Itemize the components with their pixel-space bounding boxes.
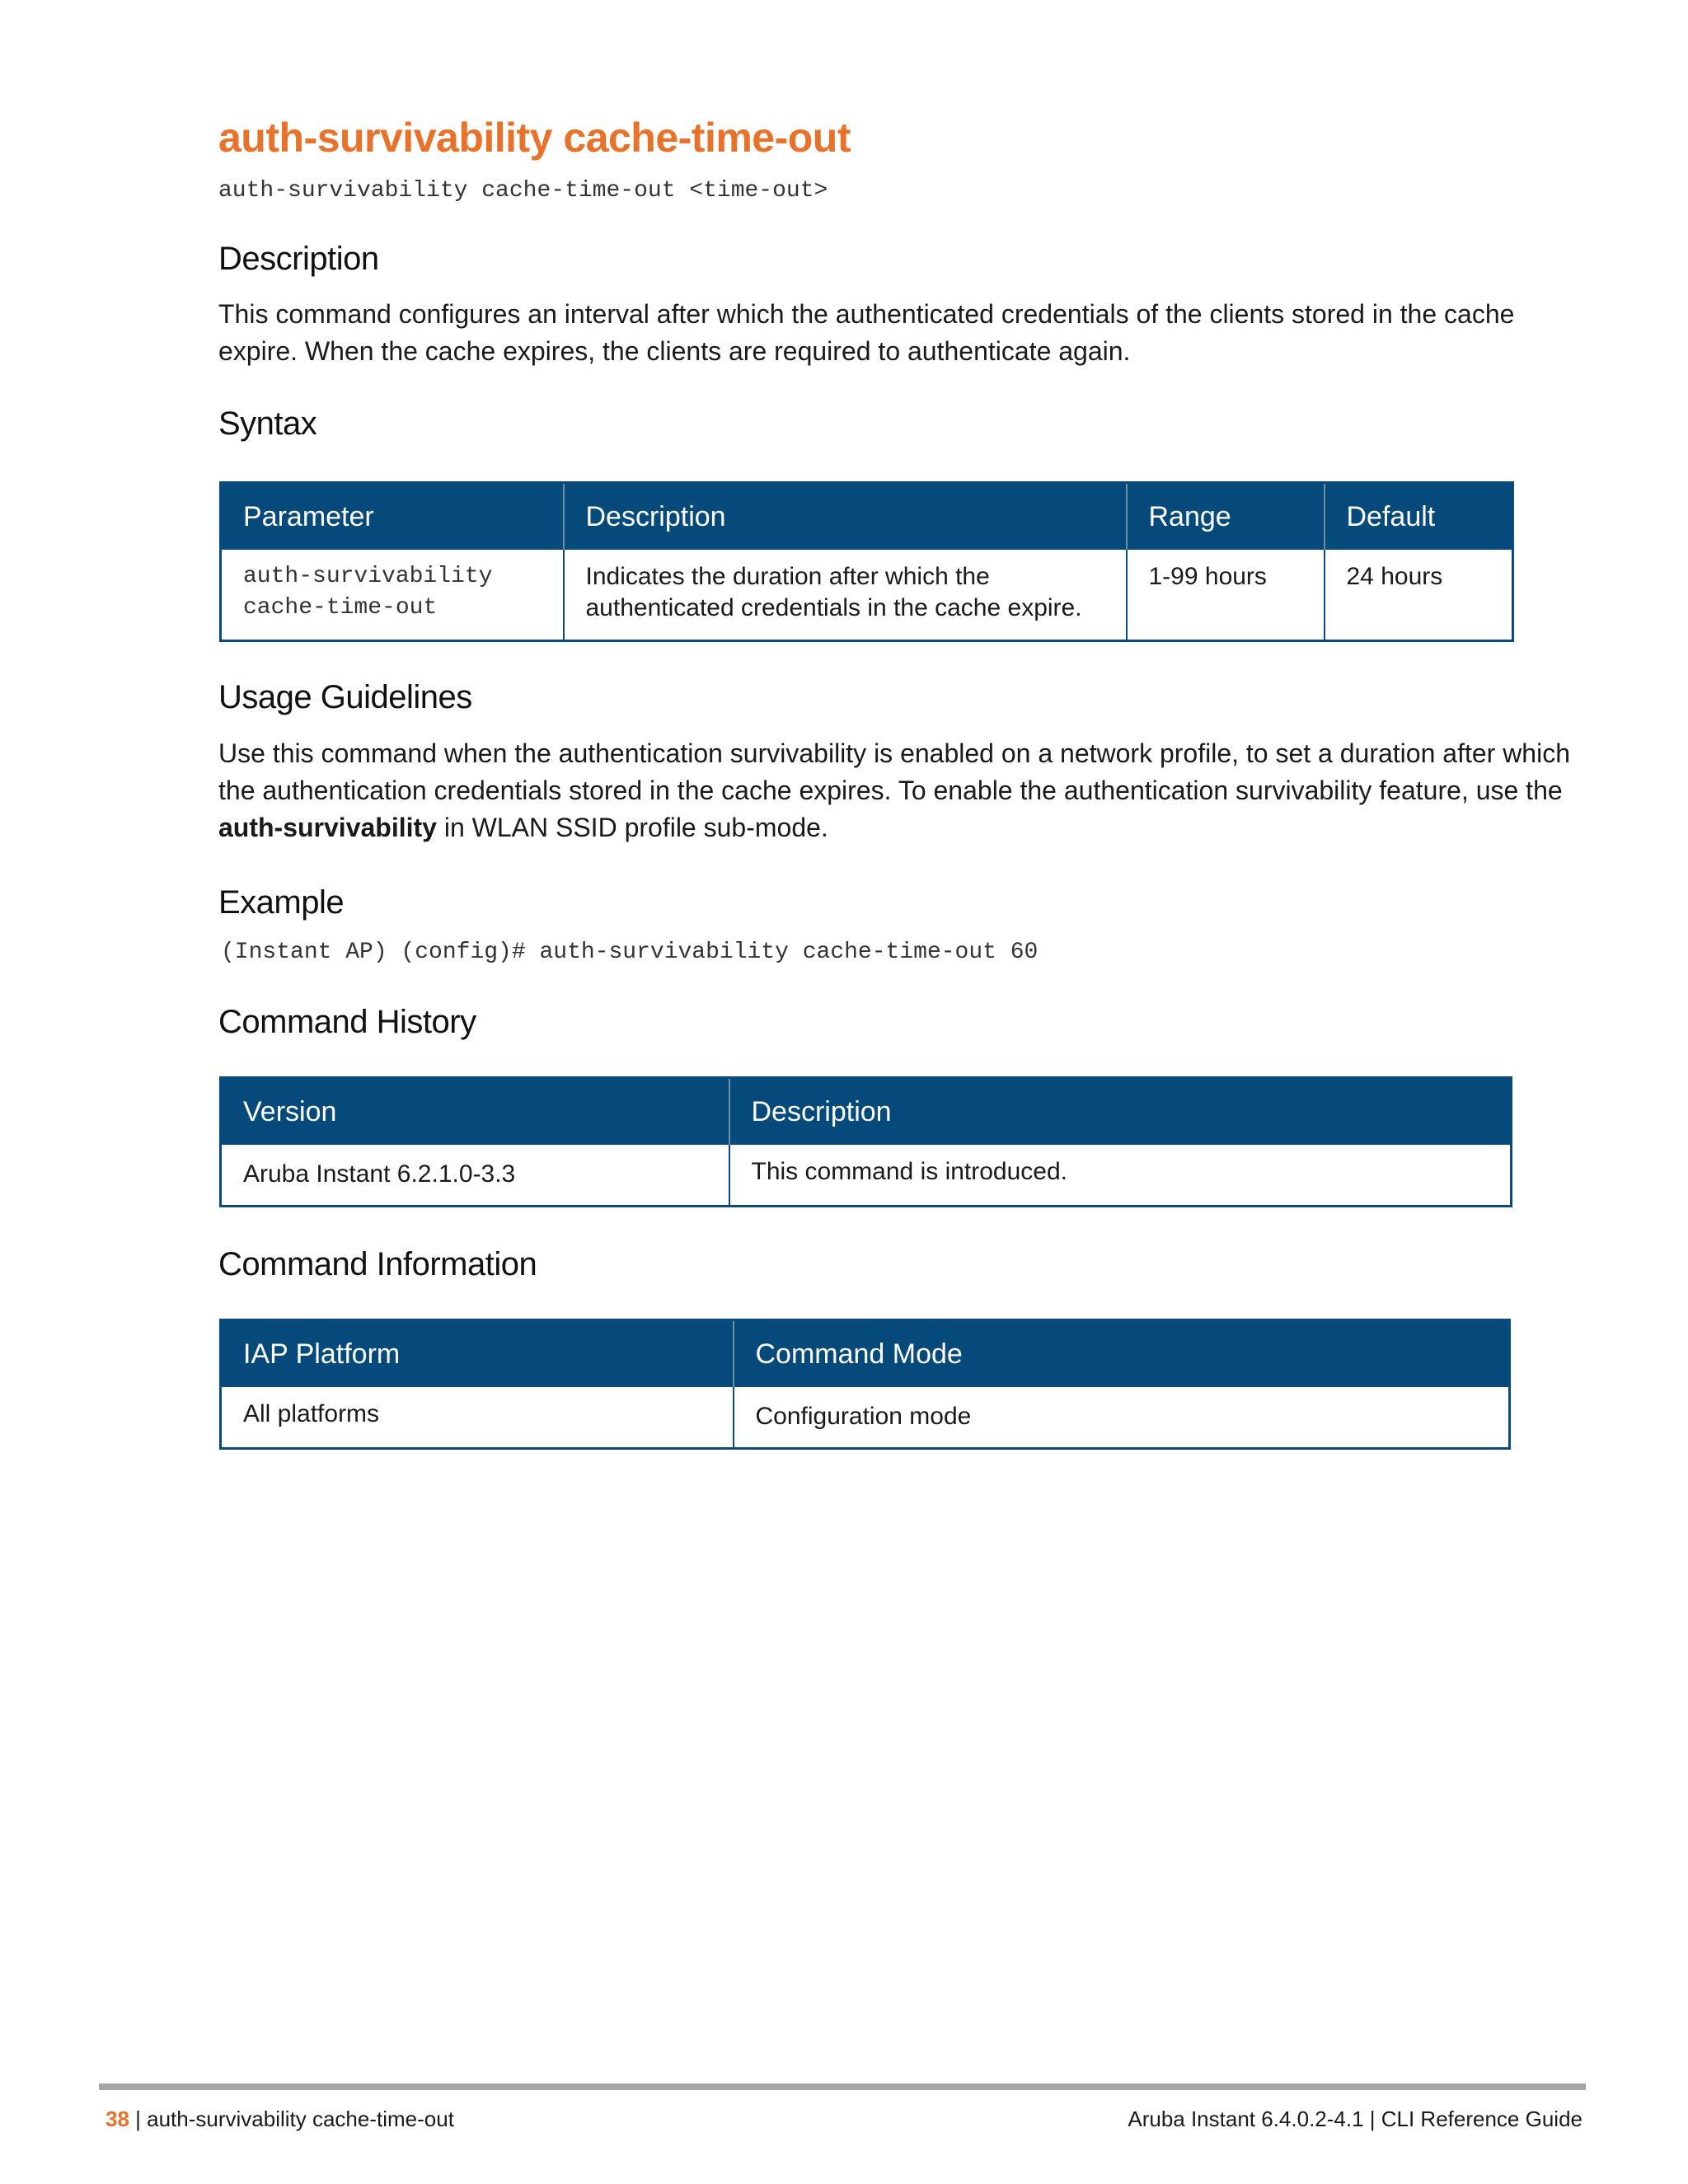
command-information-heading: Command Information (218, 1246, 537, 1282)
syntax-table (219, 481, 1514, 642)
table-row (221, 550, 1513, 640)
column-header-description: Description (564, 483, 1127, 551)
description-text: This command configures an interval after which the authenticated credentials of the clients stored in the cache expire. When the cache expires, the clients are required to authenticate again. (218, 299, 1515, 366)
column-header-range: Range (1127, 483, 1325, 551)
parameter-range-cell: 1-99 hours (1127, 550, 1325, 640)
footer-left (106, 2107, 454, 2132)
version-cell: Aruba Instant 6.2.1.0-3.3 (221, 1145, 729, 1206)
example-heading: Example (218, 884, 345, 921)
column-header-description: Description (729, 1078, 1512, 1146)
command-synopsis: auth-survivability cache-time-out <time-out> (218, 178, 828, 204)
column-header-version: Version (221, 1078, 729, 1146)
syntax-table-header-row (221, 483, 1513, 551)
history-table-header-row (221, 1078, 1512, 1146)
command-mode-cell: Configuration mode (734, 1387, 1510, 1448)
column-header-default: Default (1325, 483, 1513, 551)
usage-text-part1: Use this command when the authentication survivability is enabled on a network profile, to set a duration after which the authentication credentials stored in the cache expires. To enable the authentication survivability feature, use the (218, 738, 1570, 805)
column-header-command-mode: Command Mode (734, 1320, 1510, 1388)
history-description-cell: This command is introduced. (729, 1145, 1512, 1206)
footer-divider (99, 2083, 1586, 2090)
table-row (221, 1145, 1512, 1206)
parameter-name-line2: cache-time-out (243, 595, 438, 621)
parameter-default-cell: 24 hours (1325, 550, 1513, 640)
page-title: auth-survivability cache-time-out (218, 115, 851, 161)
syntax-heading: Syntax (218, 405, 317, 442)
column-header-parameter: Parameter (221, 483, 564, 551)
usage-command-name: auth-survivability (218, 813, 437, 842)
footer-section-title: | auth-survivability cache-time-out (129, 2107, 454, 2131)
usage-text-part2: in WLAN SSID profile sub-mode. (436, 813, 828, 842)
parameter-cell (221, 550, 564, 640)
footer-guide-title: Aruba Instant 6.4.0.2-4.1 | CLI Reference Guide (1128, 2107, 1582, 2131)
table-row (221, 1387, 1510, 1448)
page-number: 38 (106, 2107, 129, 2131)
command-history-table (219, 1076, 1512, 1207)
description-heading: Description (218, 241, 379, 277)
parameter-description-cell: Indicates the duration after which the authenticated credentials in the cache expire. (564, 550, 1127, 640)
platform-cell: All platforms (221, 1387, 734, 1448)
usage-guidelines-text (218, 735, 1587, 846)
example-code: (Instant AP) (config)# auth-survivability cache-time-out 60 (221, 940, 1039, 965)
command-history-heading: Command History (218, 1004, 476, 1040)
column-header-iap-platform: IAP Platform (221, 1320, 734, 1388)
parameter-name-line1: auth-survivability (243, 564, 493, 589)
command-information-table (219, 1319, 1511, 1450)
usage-guidelines-heading: Usage Guidelines (218, 679, 472, 715)
information-table-header-row (221, 1320, 1510, 1388)
